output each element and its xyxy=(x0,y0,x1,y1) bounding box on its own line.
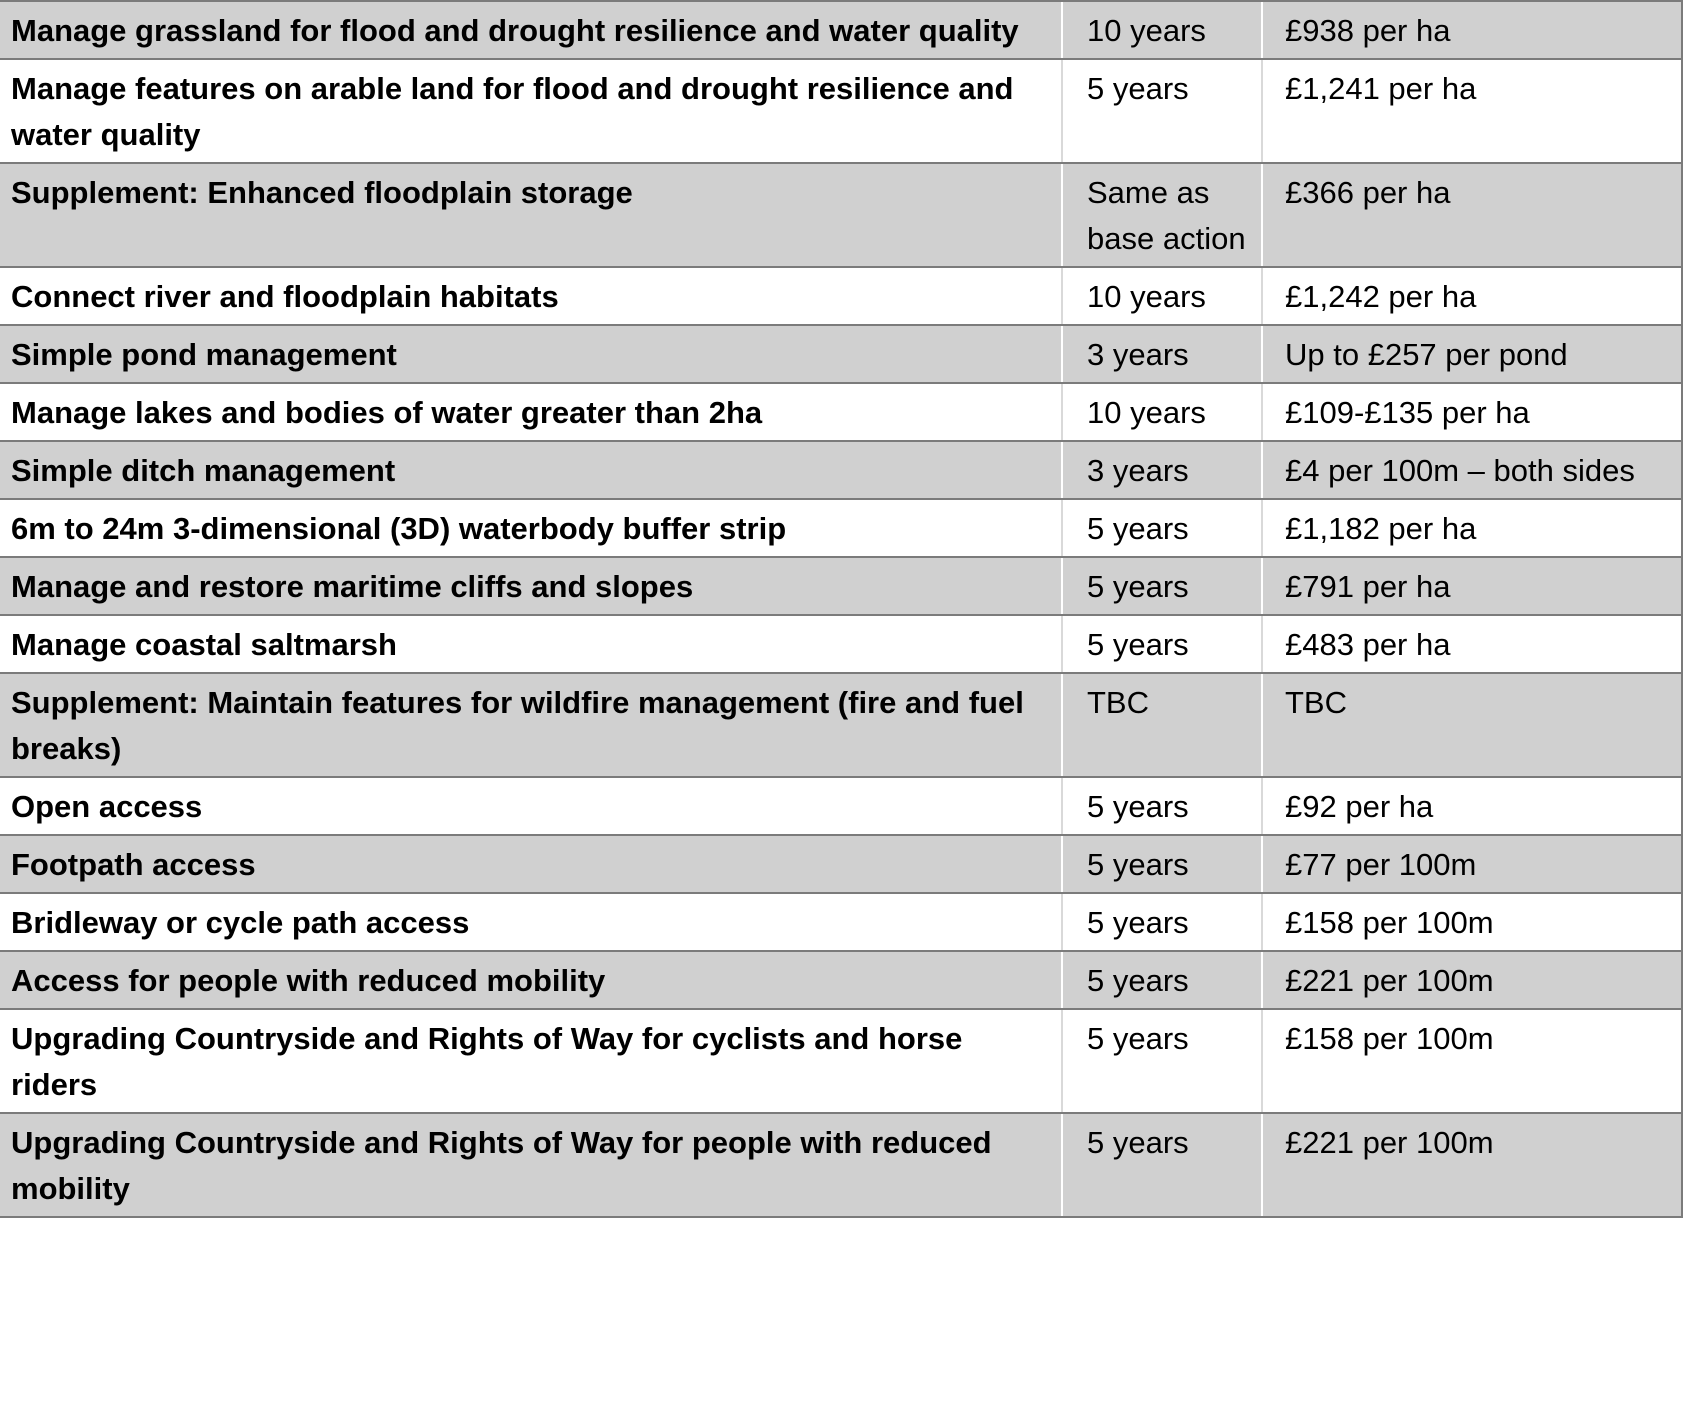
duration-cell: 5 years xyxy=(1062,615,1262,673)
action-cell: Simple pond management xyxy=(0,325,1062,383)
action-cell: Manage grassland for flood and drought resilience and water quality xyxy=(0,1,1062,59)
duration-cell: 3 years xyxy=(1062,441,1262,499)
action-cell: Manage lakes and bodies of water greater than 2ha xyxy=(0,383,1062,441)
action-cell: Manage coastal saltmarsh xyxy=(0,615,1062,673)
table-row xyxy=(0,325,1682,383)
action-cell: Access for people with reduced mobility xyxy=(0,951,1062,1009)
actions-table-body xyxy=(0,1,1682,1217)
table-row xyxy=(0,59,1682,163)
payment-cell: £1,242 per ha xyxy=(1262,267,1682,325)
table-row xyxy=(0,383,1682,441)
payment-cell: £109-£135 per ha xyxy=(1262,383,1682,441)
duration-cell: 5 years xyxy=(1062,557,1262,615)
duration-cell: Same as base action xyxy=(1062,163,1262,267)
payment-cell: £938 per ha xyxy=(1262,1,1682,59)
duration-cell: 10 years xyxy=(1062,267,1262,325)
payment-cell: TBC xyxy=(1262,673,1682,777)
duration-cell: 5 years xyxy=(1062,835,1262,893)
action-cell: Supplement: Maintain features for wildfire management (fire and fuel breaks) xyxy=(0,673,1062,777)
payment-cell: £158 per 100m xyxy=(1262,1009,1682,1113)
action-cell: Footpath access xyxy=(0,835,1062,893)
table-row xyxy=(0,615,1682,673)
table-row xyxy=(0,441,1682,499)
table-row xyxy=(0,1009,1682,1113)
payment-cell: £791 per ha xyxy=(1262,557,1682,615)
payment-cell: £221 per 100m xyxy=(1262,951,1682,1009)
duration-cell: 3 years xyxy=(1062,325,1262,383)
duration-cell: 10 years xyxy=(1062,1,1262,59)
table-row xyxy=(0,893,1682,951)
action-cell: Upgrading Countryside and Rights of Way for cyclists and horse riders xyxy=(0,1009,1062,1113)
payment-cell: £366 per ha xyxy=(1262,163,1682,267)
action-cell: Upgrading Countryside and Rights of Way for people with reduced mobility xyxy=(0,1113,1062,1217)
duration-cell: 5 years xyxy=(1062,777,1262,835)
payment-cell: £221 per 100m xyxy=(1262,1113,1682,1217)
action-cell: Manage and restore maritime cliffs and slopes xyxy=(0,557,1062,615)
table-row xyxy=(0,499,1682,557)
duration-cell: 5 years xyxy=(1062,1009,1262,1113)
action-cell: Simple ditch management xyxy=(0,441,1062,499)
table-row xyxy=(0,777,1682,835)
duration-cell: 5 years xyxy=(1062,499,1262,557)
duration-cell: 5 years xyxy=(1062,951,1262,1009)
table-row xyxy=(0,557,1682,615)
action-cell: Open access xyxy=(0,777,1062,835)
payment-cell: £4 per 100m – both sides xyxy=(1262,441,1682,499)
table-row xyxy=(0,835,1682,893)
table-row xyxy=(0,673,1682,777)
duration-cell: 5 years xyxy=(1062,893,1262,951)
duration-cell: 5 years xyxy=(1062,1113,1262,1217)
payment-cell: £77 per 100m xyxy=(1262,835,1682,893)
action-cell: Connect river and floodplain habitats xyxy=(0,267,1062,325)
action-cell: Manage features on arable land for flood and drought resilience and water quality xyxy=(0,59,1062,163)
duration-cell: 5 years xyxy=(1062,59,1262,163)
action-cell: Supplement: Enhanced floodplain storage xyxy=(0,163,1062,267)
table-row xyxy=(0,267,1682,325)
payment-cell: £158 per 100m xyxy=(1262,893,1682,951)
table-row xyxy=(0,1,1682,59)
payment-cell: Up to £257 per pond xyxy=(1262,325,1682,383)
payment-cell: £483 per ha xyxy=(1262,615,1682,673)
action-cell: 6m to 24m 3-dimensional (3D) waterbody buffer strip xyxy=(0,499,1062,557)
duration-cell: 10 years xyxy=(1062,383,1262,441)
table-row xyxy=(0,163,1682,267)
table-row xyxy=(0,951,1682,1009)
table-row xyxy=(0,1113,1682,1217)
payment-cell: £1,241 per ha xyxy=(1262,59,1682,163)
payment-cell: £1,182 per ha xyxy=(1262,499,1682,557)
payment-cell: £92 per ha xyxy=(1262,777,1682,835)
duration-cell: TBC xyxy=(1062,673,1262,777)
action-cell: Bridleway or cycle path access xyxy=(0,893,1062,951)
